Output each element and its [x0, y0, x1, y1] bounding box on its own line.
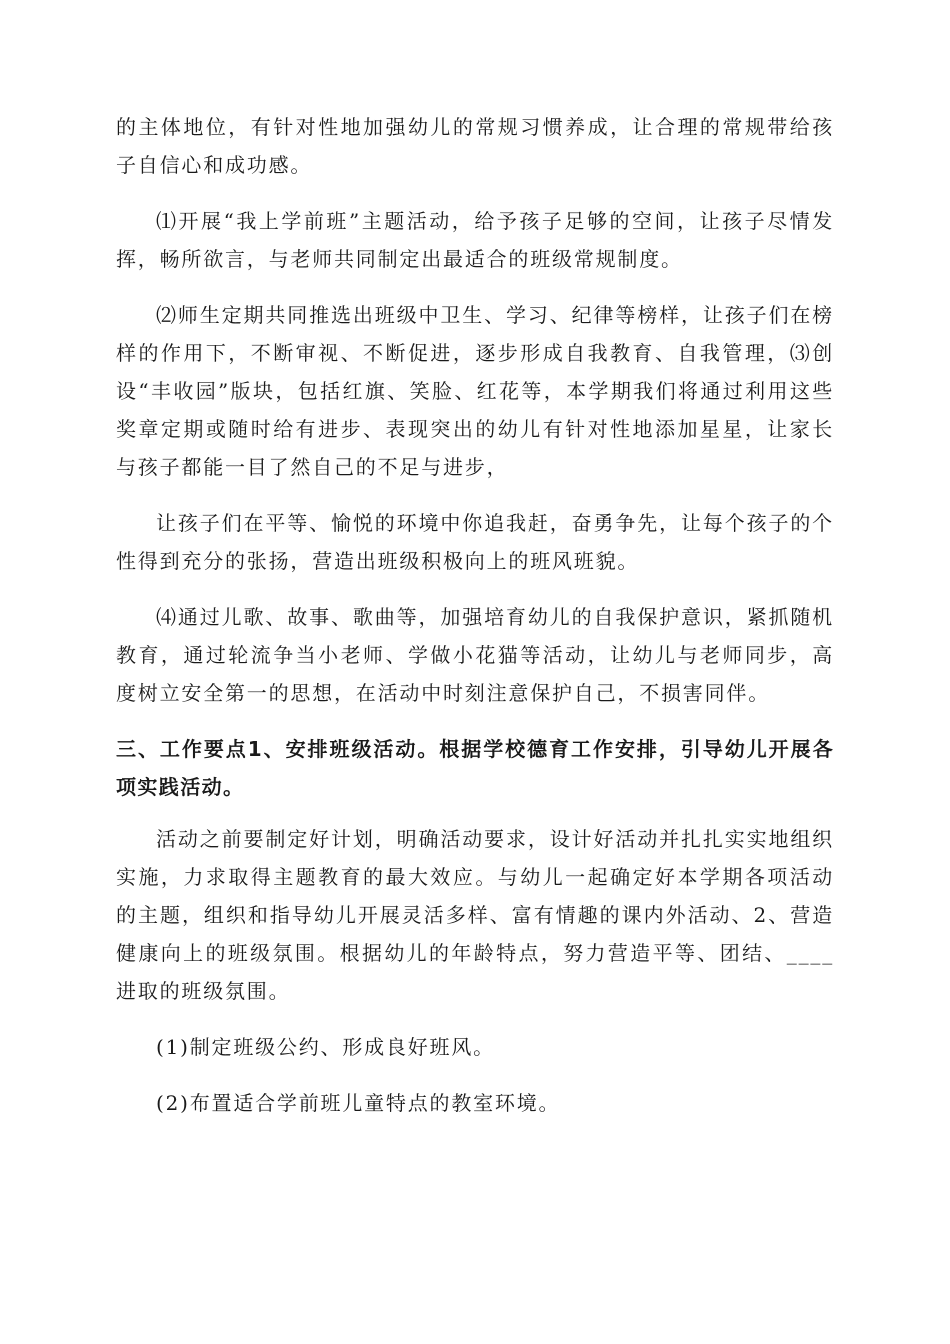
paragraph-activity-plan: 活动之前要制定好计划，明确活动要求，设计好活动并扎扎实实地组织实施，力求取得主题教育的最大效应。与幼儿一起确定好本学期各项活动的主题，组织和指导幼儿开展灵活多样、富有情趣的课内外活动、2、营造健康向上的班级氛围。根据幼儿的年龄特点，努力营造平等、团结、____进取的班级氛围。 — [116, 827, 834, 1003]
paragraph-classroom-environment: (2)布置适合学前班儿童特点的教室环境。 — [156, 1091, 561, 1115]
paragraph-class-convention: (1)制定班级公约、形成良好班风。 — [156, 1035, 495, 1059]
paragraph-continuation: 的主体地位，有针对性地加强幼儿的常规习惯养成，让合理的常规带给孩子自信心和成功感。 — [116, 115, 834, 177]
section-heading: 三、工作要点1、安排班级活动。根据学校德育工作安排，引导幼儿开展各项实践活动。 — [116, 737, 834, 799]
paragraph-item-1: ⑴开展“我上学前班”主题活动，给予孩子足够的空间，让孩子尽情发挥，畅所欲言，与老师共同制定出最适合的班级常规制度。 — [116, 209, 834, 271]
paragraph-class-atmosphere: 让孩子们在平等、愉悦的环境中你追我赶，奋勇争先，让每个孩子的个性得到充分的张扬，营造出班级积极向上的班风班貌。 — [116, 511, 834, 573]
paragraph-item-2-3: ⑵师生定期共同推选出班级中卫生、学习、纪律等榜样，让孩子们在榜样的作用下，不断审视、不断促进，逐步形成自我教育、自我管理，⑶创设“丰收园”版块，包括红旗、笑脸、红花等，本学期我们将通过利用这些奖章定期或随时给有进步、表现突出的幼儿有针对性地添加星星，让家长与孩子都能一目了然自己的不足与进步， — [116, 303, 834, 479]
document-page — [116, 108, 834, 1140]
paragraph-item-4: ⑷通过儿歌、故事、歌曲等，加强培育幼儿的自我保护意识，紧抓随机教育，通过轮流争当小老师、学做小花猫等活动，让幼儿与老师同步，高度树立安全第一的思想，在活动中时刻注意保护自己，不损害同伴。 — [116, 605, 834, 705]
